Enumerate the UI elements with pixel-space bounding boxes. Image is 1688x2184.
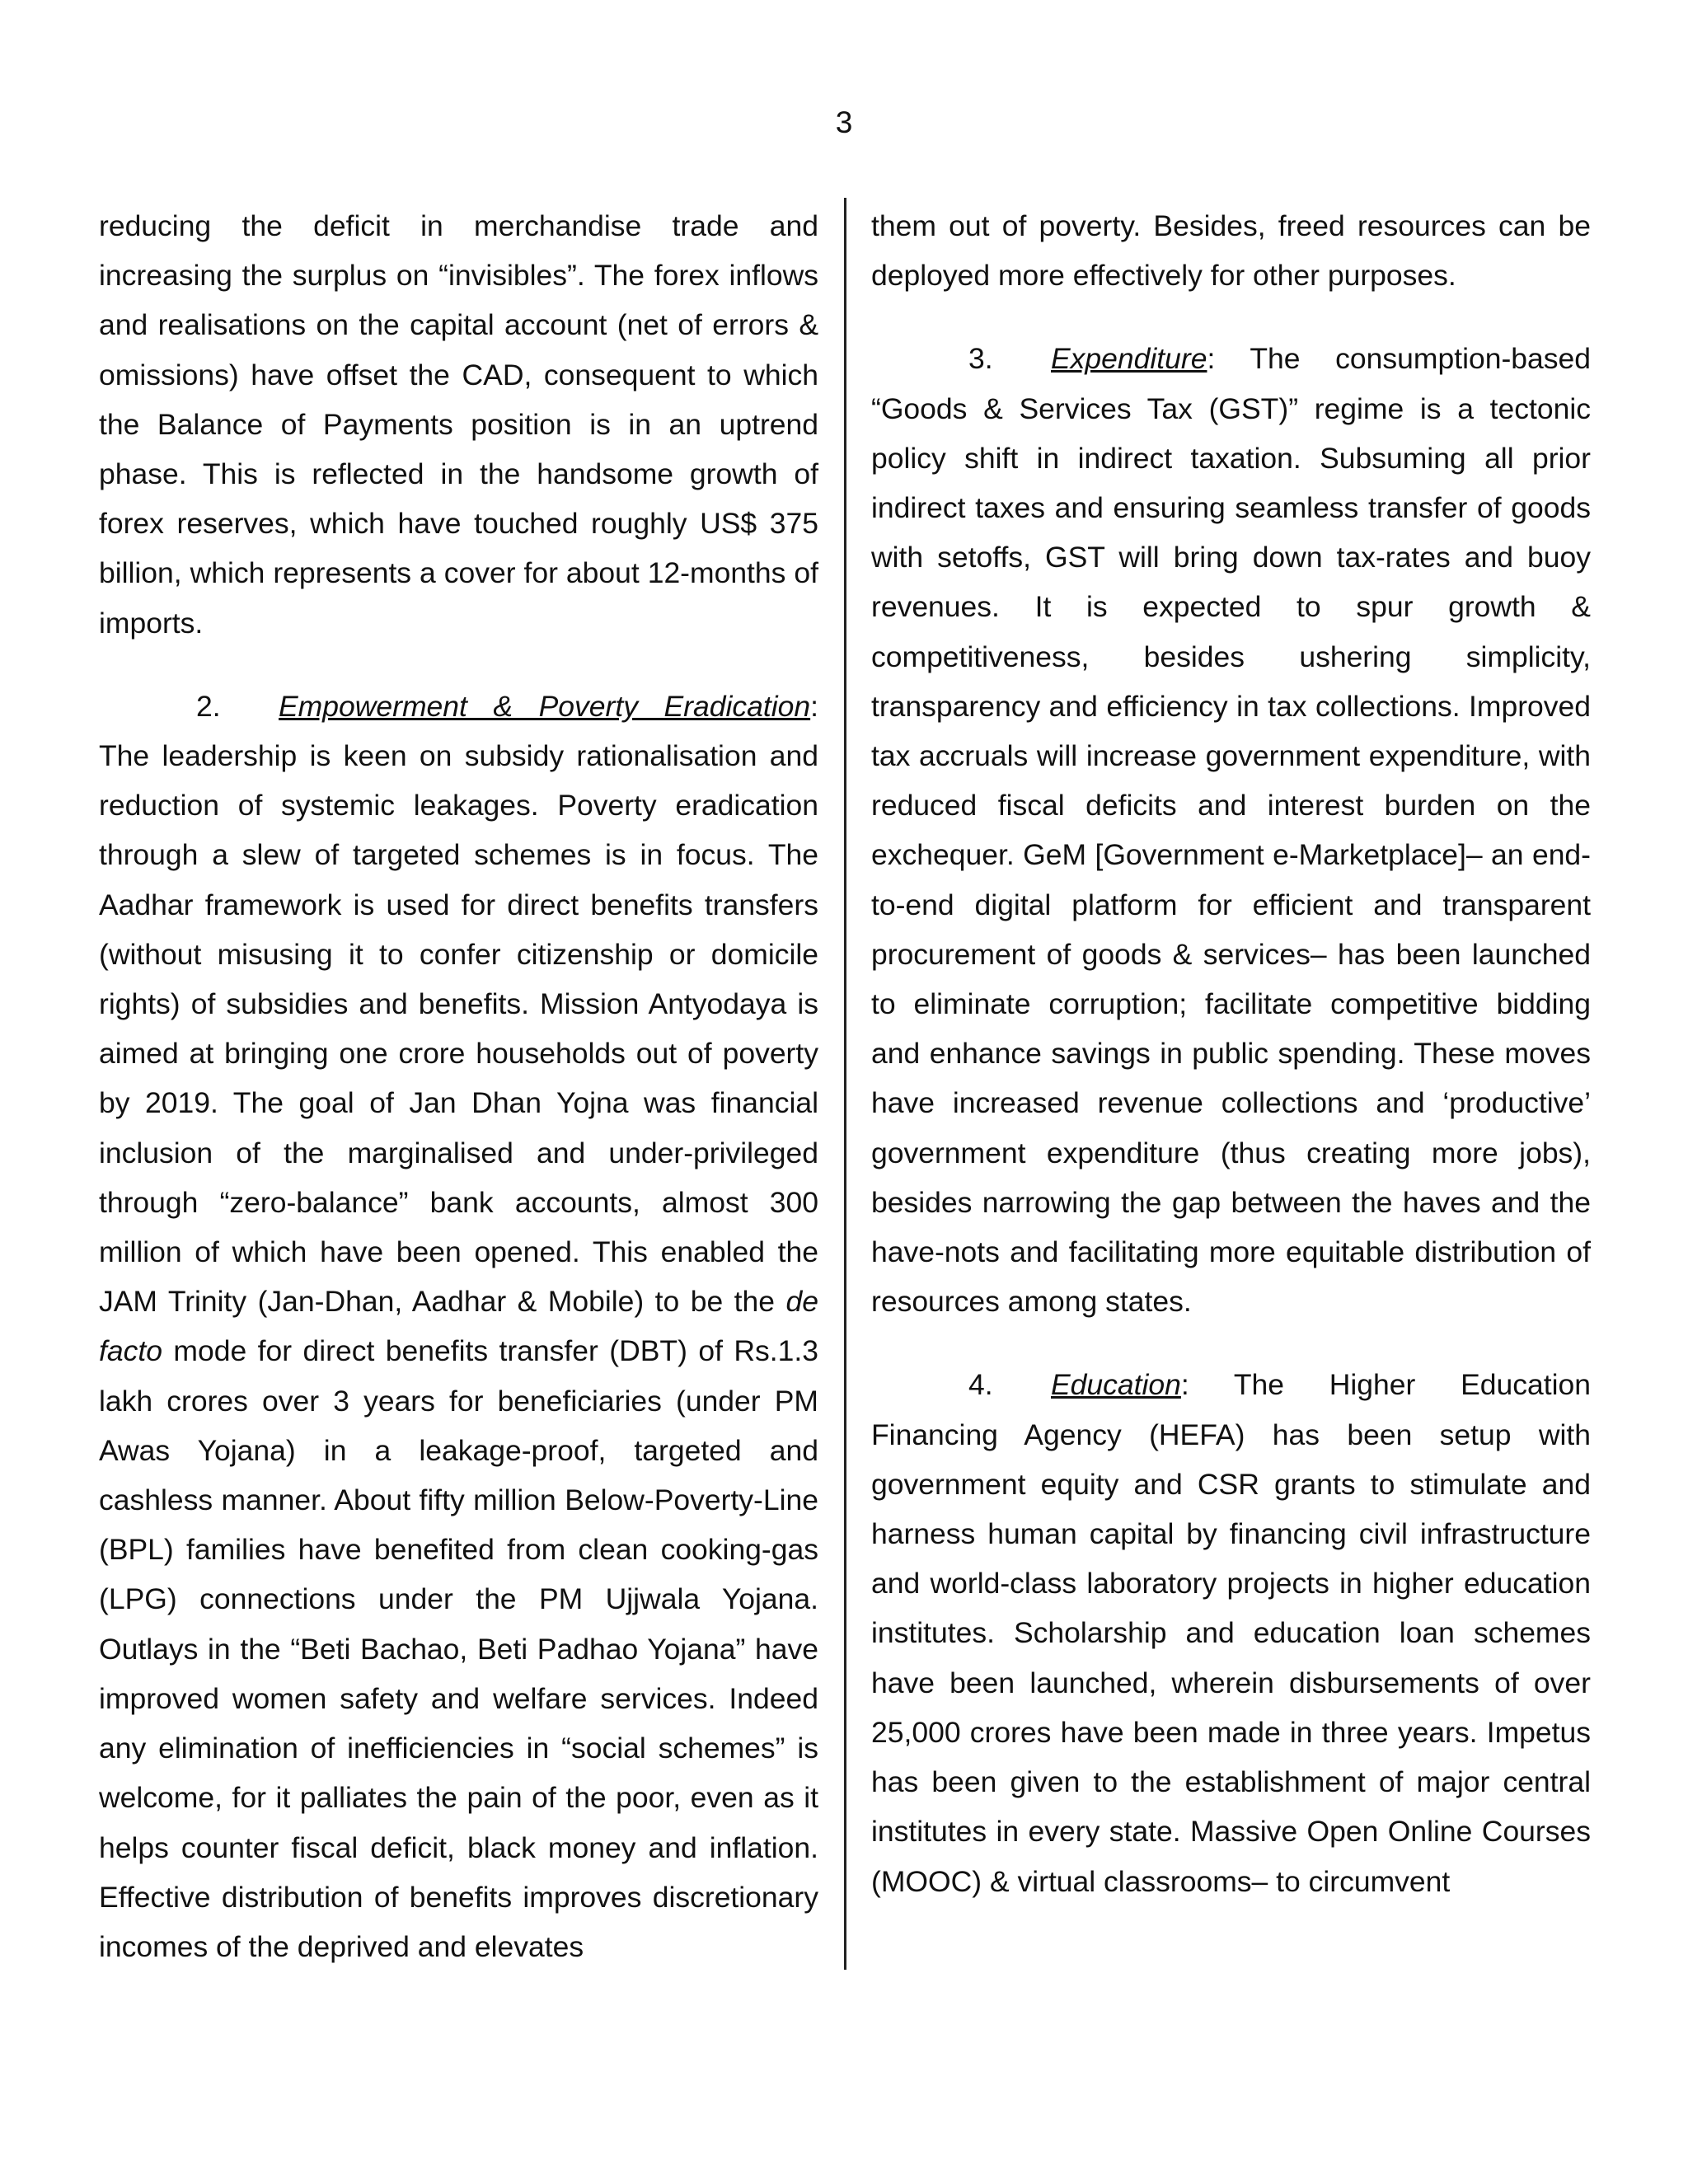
paragraph-text: : The Higher Education Financing Agency (HEFA) has been setup with government equity and CSR grants to stimulate and harness human capital by financing civil infrastructure and world-class laboratory projects in higher education institutes. Scholarship and education loan schemes have been launched, wherein disbursements of over 25,000 crores have been made in three years. Impetus has been given to the establishment of major central institutes in every state. Massive Open Online Courses (MOOC) & virtual classrooms– to circumvent bbox=[871, 1368, 1591, 1898]
section-heading: Expenditure bbox=[1051, 342, 1207, 376]
paragraph-education bbox=[871, 1360, 1591, 1905]
section-heading: Education bbox=[1051, 1368, 1181, 1402]
paragraph-continued: them out of poverty. Besides, freed resources can be deployed more effectively for other purposes. bbox=[871, 209, 1591, 293]
paragraph-expenditure bbox=[871, 334, 1591, 1326]
section-number: 3. bbox=[968, 342, 993, 376]
paragraph-empowerment bbox=[99, 682, 818, 1971]
right-column bbox=[871, 201, 1591, 1906]
column-divider bbox=[844, 198, 846, 1970]
section-heading: Empowerment & Poverty Eradication bbox=[279, 689, 811, 723]
section-number: 4. bbox=[968, 1368, 993, 1402]
paragraph-text: mode for direct benefits transfer (DBT) of Rs.1.3 lakh crores over 3 years for beneficiaries (under PM Awas Yojana) in a leakage-proof, targeted and cashless manner. About fifty million Below-Poverty-Line (BPL) families have benefited from clean cooking-gas (LPG) connections under the PM Ujjwala Yojana. Outlays in the “Beti Bachao, Beti Padhao Yojana” have improved women safety and welfare services. Indeed any elimination of inefficiencies in “social schemes” is welcome, for it palliates the pain of the poor, even as it helps counter fiscal deficit, black money and inflation. Effective distribution of benefits improves discretionary incomes of the deprived and elevates bbox=[99, 1334, 818, 1963]
page-number: 3 bbox=[835, 105, 853, 139]
italic-term: de facto bbox=[99, 1285, 818, 1368]
left-column bbox=[99, 201, 818, 1971]
paragraph-text: The leadership is keen on subsidy rationalisation and reduction of systemic leakages. Poverty eradication through a slew of targeted schemes is in focus. The Aadhar framework is used for direct benefits transfers (without misusing it to confer citizenship or domicile rights) of subsidies and benefits. Mission Antyodaya is aimed at bringing one crore households out of poverty by 2019. The goal of Jan Dhan Yojna was financial inclusion of the marginalised and under-privileged through “zero-balance” bank accounts, almost 300 million of which have been opened. This enabled the JAM Trinity (Jan-Dhan, Aadhar & Mobile) to be the bbox=[99, 739, 818, 1319]
paragraph-trade-balance: reducing the deficit in merchandise trade and increasing the surplus on “invisibles”. The forex inflows and realisations on the capital account (net of errors & omissions) have offset the CAD, consequent to which the Balance of Payments position is in an uptrend phase. This is reflected in the handsome growth of forex reserves, which have touched roughly US$ 375 billion, which represents a cover for about 12-months of imports. bbox=[99, 209, 818, 640]
heading-colon: : bbox=[810, 689, 818, 723]
section-number: 2. bbox=[196, 689, 221, 723]
paragraph-text: : The consumption-based “Goods & Services Tax (GST)” regime is a tectonic policy shift in indirect taxation. Subsuming all prior indirect taxes and ensuring seamless transfer of goods with setoffs, GST will bring down tax-rates and buoy revenues. It is expected to spur growth & competitiveness, besides ushering simplicity, transparency and efficiency in tax collections. Improved tax accruals will increase government expenditure, with reduced fiscal deficits and interest burden on the exchequer. GeM [Government e-Marketplace]– an end-to-end digital platform for efficient and transparent procurement of goods & services– has been launched to eliminate corruption; facilitate competitive bidding and enhance savings in public spending. These moves have increased revenue collections and ‘productive’ government expenditure (thus creating more jobs), besides narrowing the gap between the haves and the have-nots and facilitating more equitable distribution of resources among states. bbox=[871, 342, 1591, 1319]
